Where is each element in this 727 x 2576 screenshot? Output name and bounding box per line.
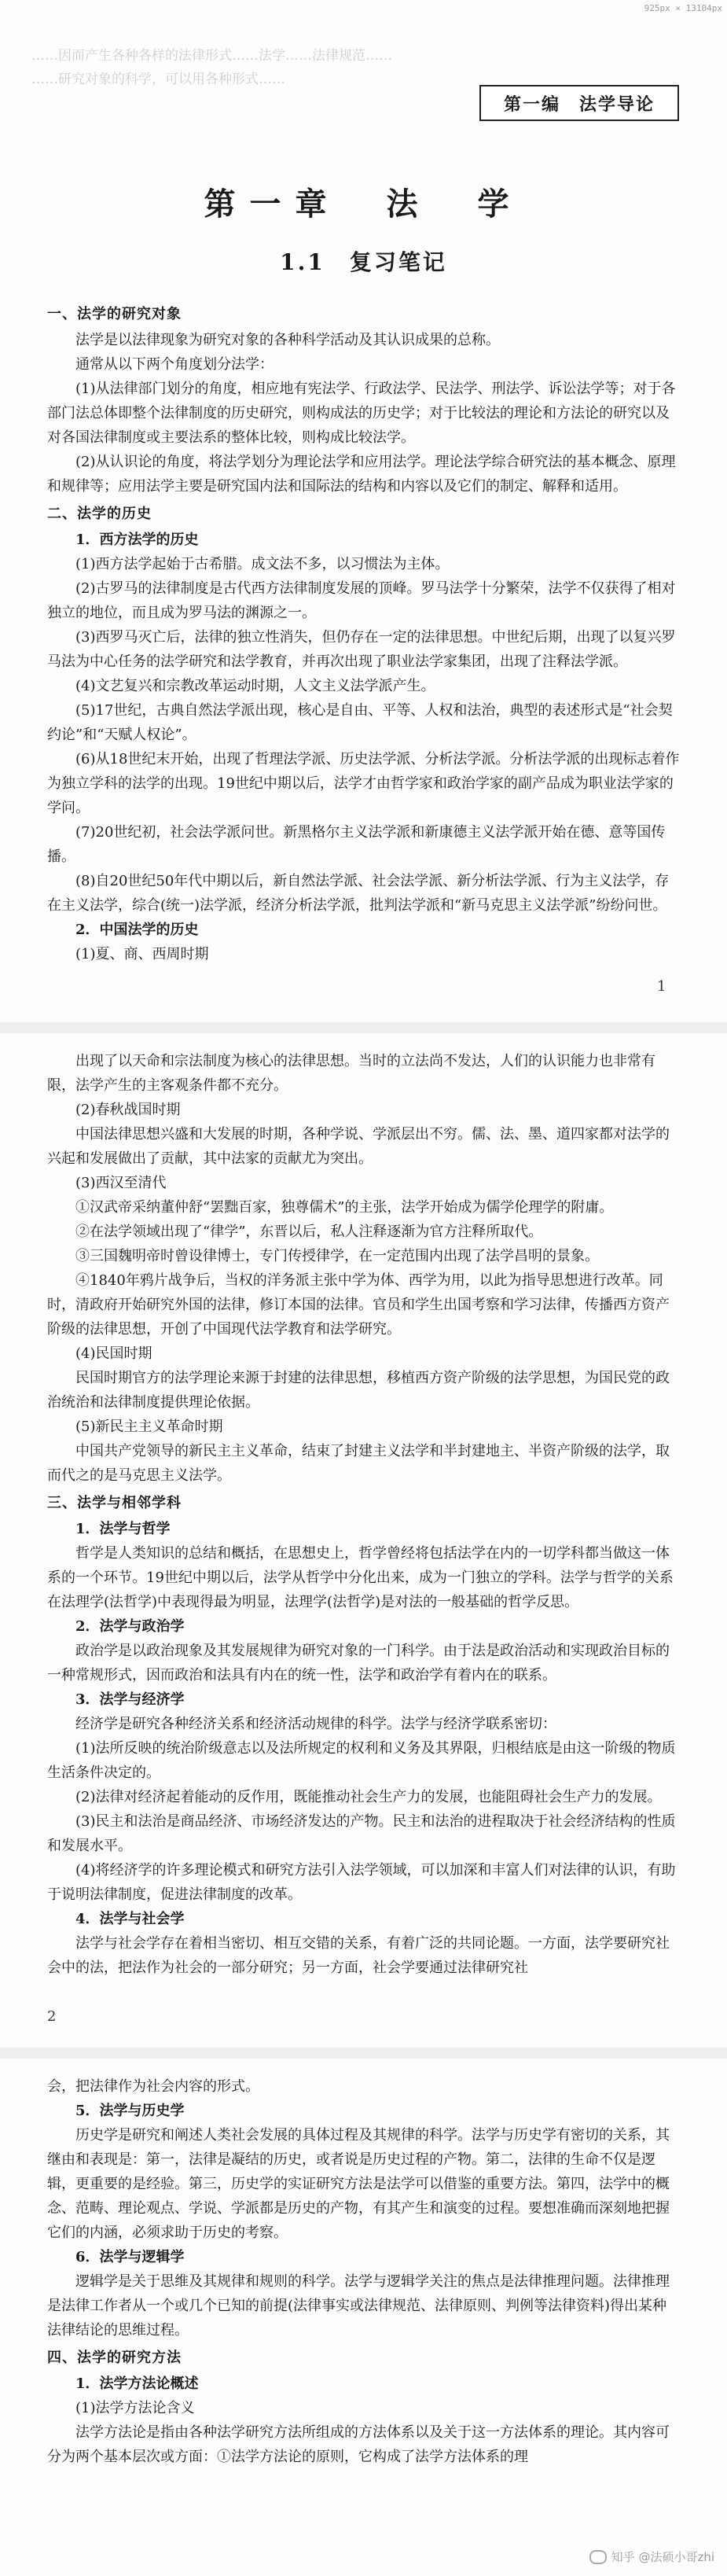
section-heading: 一、法学的研究对象	[47, 306, 182, 322]
paragraph: (6)从18世纪末开始，出现了哲理法学派、历史法学派、分析法学派。分析法学派的出现标志着作为独立学科的法学的出现。19世纪中期以后，法学才由哲学家和政治学家的副产品成为职业法学家的学问。	[47, 751, 680, 816]
paragraph: (4)将经济学的许多理论模式和研究方法引入法学领域，可以加深和丰富人们对法律的认识，有助于说明法律制度，促进法律制度的改革。	[47, 1862, 676, 1903]
page-gap	[0, 2048, 727, 2059]
section-heading: 四、法学的研究方法	[47, 2350, 182, 2366]
paragraph: 会，把法律作为社会内容的形式。	[47, 2078, 259, 2095]
paragraph: (1)西方法学起始于古希腊。成文法不多，以习惯法为主体。	[75, 556, 450, 572]
page-2	[0, 1033, 727, 2048]
section-title: 1.1 复习笔记	[280, 249, 447, 275]
chat-icon	[589, 2550, 607, 2564]
paragraph: 政治学是以政治现象及其发展规律为研究对象的一门科学。由于法是政治活动和实现政治目标的一种常规形式，因而政治和法具有内在的统一性，法学和政治学有着内在的联系。	[47, 1643, 670, 1684]
subsection-heading: 6．法学与逻辑学	[75, 2249, 185, 2265]
subsection-heading: 5．法学与历史学	[75, 2103, 185, 2119]
paragraph: (1)法所反映的统治阶级意志以及法所规定的权利和义务及其界限，归根结底是由这一阶级的物质生活条件决定的。	[47, 1740, 676, 1781]
watermark-text: 知乎 @法硕小哥zhi	[611, 2550, 714, 2564]
subsection-heading: 2．法学与政治学	[75, 1618, 185, 1635]
page-3-content	[47, 2074, 680, 2469]
paragraph: 法学方法论是指由各种法学研究方法所组成的方法体系以及关于这一方法体系的理论。其内容可分为两个基本层次或方面：①法学方法论的原则，它构成了法学方法体系的理	[47, 2424, 670, 2465]
paragraph: (2)法律对经济起着能动的反作用，既能推动社会生产力的发展，也能阻碍社会生产力的发展。	[75, 1789, 662, 1805]
page-3	[0, 2059, 727, 2576]
paragraph: (3)西汉至清代	[75, 1175, 167, 1191]
paragraph: (5)17世纪，古典自然法学派出现，核心是自由、平等、人权和法治，典型的表述形式是“社会契约论”和“天赋人权论”。	[47, 702, 673, 743]
part-box: 第一编 法学导论	[479, 85, 679, 121]
paragraph: 出现了以天命和宗法制度为核心的法律思想。当时的立法尚不发达，人们的认识能力也非常有限，法学产生的主客观条件都不充分。	[47, 1053, 655, 1094]
paragraph: 中国共产党领导的新民主主义革命，结束了封建主义法学和半封建地主、半资产阶级的法学，取而代之的是马克思主义法学。	[47, 1443, 670, 1484]
paragraph: (2)从认识论的角度，将法学划分为理论法学和应用法学。理论法学综合研究法的基本概念、原理和规律等；应用法学主要是研究国内法和国际法的结构和内容以及它们的制定、解释和适用。	[47, 454, 676, 495]
paragraph: (3)西罗马灭亡后，法律的独立性消失，但仍存在一定的法律思想。中世纪后期，出现了以复兴罗马法为中心任务的法学研究和法学教育，并再次出现了职业法学家集团，出现了注释法学派。	[47, 629, 676, 670]
paragraph: (1)从法律部门划分的角度，相应地有宪法学、行政法学、民法学、刑法学、诉讼法学等；对于各部门法总体即整个法律制度的历史研究，则构成法的历史学；对于比较法的理论和方法论的研究以及对各国法律制度或主要法系的整体比较，则构成比较法学。	[47, 381, 676, 446]
paragraph: 历史学是研究和阐述人类社会发展的具体过程及其规律的科学。法学与历史学有密切的关系，其继由和表现是：第一，法律是凝结的历史，或者说是历史过程的产物。第二，法律的生命不仅是逻辑，更重要的是经验。第三，历史学的实证研究方法是法学可以借鉴的重要方法。第四，法学中的概念、范畴、理论观点、学说、学派都是历史的产物，有其产生和演变的过程。要想准确而深刻地把握它们的内涵，必须求助于历史的考察。	[47, 2127, 670, 2241]
page-1	[0, 0, 727, 1022]
subsection-heading: 2．中国法学的历史	[75, 922, 199, 938]
paragraph: (3)民主和法治是商品经济、市场经济发达的产物。民主和法治的进程取决于社会经济结构的性质和发展水平。	[47, 1813, 676, 1854]
paragraph: ②在法学领域出现了“律学”，东晋以后，私人注释逐渐为官方注释所取代。	[75, 1224, 543, 1240]
paragraph: 经济学是研究各种经济关系和经济活动规律的科学。法学与经济学联系密切：	[75, 1716, 556, 1732]
subsection-heading: 4．法学与社会学	[75, 1911, 185, 1927]
paragraph: (4)民国时期	[75, 1345, 152, 1362]
paragraph: ①汉武帝采纳董仲舒“罢黜百家，独尊儒术”的主张，法学开始成为儒学伦理学的附庸。	[75, 1199, 614, 1216]
paragraph: 哲学是人类知识的总结和概括，在思想史上，哲学曾经将包括法学在内的一切学科都当做这一体系的一个环节。19世纪中期以后，法学从哲学中分化出来，成为一门独立的学科。法学与哲学的关系在法理学(法哲学)中表现得最为明显，法理学(法哲学)是对法的一般基础的哲学反思。	[47, 1545, 674, 1610]
page-1-content	[47, 299, 680, 966]
paragraph: 法学与社会学存在着相当密切、相互交错的关系，有着广泛的共同论题。一方面，法学要研究社会中的法，把法作为社会的一部分研究；另一方面，社会学要通过法律研究社	[47, 1935, 670, 1976]
paragraph: (1)夏、商、西周时期	[75, 946, 209, 962]
paragraph: (1)法学方法论含义	[75, 2400, 195, 2416]
bleed-through-line: ……因而产生各种各样的法律形式……法学……法律规范……	[31, 48, 392, 64]
chapter-title: 第一章 法 学	[204, 186, 523, 223]
paragraph: 逻辑学是关于思维及其规律和规则的科学。法学与逻辑学关注的焦点是法律推理问题。法律推理是法律工作者从一个或几个已知的前提(法律事实或法律规范、法律原则、判例等法律资料)得出某种法律结论的思维过程。	[47, 2273, 670, 2339]
paragraph: ④1840年鸦片战争后，当权的洋务派主张中学为体、西学为用，以此为指导思想进行改革。同时，清政府开始研究外国的法律，修订本国的法律。官员和学生出国考察和学习法律，传播西方资产阶级的法律思想，开创了中国现代法学教育和法学研究。	[47, 1272, 670, 1338]
paragraph: 通常从以下两个角度划分法学：	[75, 356, 274, 373]
paragraph: (5)新民主主义革命时期	[75, 1419, 223, 1435]
paragraph: (8)自20世纪50年代中期以后，新自然法学派、社会法学派、新分析法学派、行为主义法学，存在主义法学，综合(统一)法学派，经济分析法学派，批判法学派和“新马克思主义法学派”纷纷问世。	[47, 873, 670, 914]
paragraph: (4)文艺复兴和宗教改革运动时期，人文主义法学派产生。	[75, 678, 435, 694]
subsection-heading: 1．西方法学的历史	[75, 532, 199, 548]
paragraph: ③三国魏明帝时曾设律博士，专门传授律学，在一定范围内出现了法学昌明的景象。	[75, 1248, 599, 1264]
page-2-content	[47, 1049, 680, 1980]
paragraph: 中国法律思想兴盛和大发展的时期，各种学说、学派层出不穷。儒、法、墨、道四家都对法学的兴起和发展做出了贡献，其中法家的贡献尤为突出。	[47, 1126, 670, 1167]
page-gap	[0, 1022, 727, 1033]
paragraph: (2)古罗马的法律制度是古代西方法律制度发展的顶峰。罗马法学十分繁荣，法学不仅获得了相对独立的地位，而且成为罗马法的渊源之一。	[47, 580, 676, 621]
page-number: 2	[47, 2008, 57, 2025]
paragraph: (2)春秋战国时期	[75, 1102, 181, 1118]
subsection-heading: 3．法学与经济学	[75, 1691, 185, 1708]
section-heading: 二、法学的历史	[47, 506, 152, 522]
paragraph: 法学是以法律现象为研究对象的各种科学活动及其认识成果的总称。	[75, 332, 500, 348]
watermark	[589, 2548, 714, 2565]
size-note: 925px × 13104px	[644, 3, 722, 13]
paragraph: 民国时期官方的法学理论来源于封建的法律思想，移植西方资产阶级的法学思想，为国民党的政治统治和法律制度提供理论依据。	[47, 1370, 670, 1411]
section-heading: 三、法学与相邻学科	[47, 1495, 182, 1511]
subsection-heading: 1．法学与哲学	[75, 1521, 171, 1537]
bleed-through-line: ……研究对象的科学，可以用各种形式……	[31, 72, 285, 87]
subsection-heading: 1．法学方法论概述	[75, 2375, 199, 2392]
paragraph: (7)20世纪初，社会法学派问世。新黑格尔主义法学派和新康德主义法学派开始在德、意等国传播。	[47, 824, 666, 865]
page-number: 1	[657, 978, 666, 995]
